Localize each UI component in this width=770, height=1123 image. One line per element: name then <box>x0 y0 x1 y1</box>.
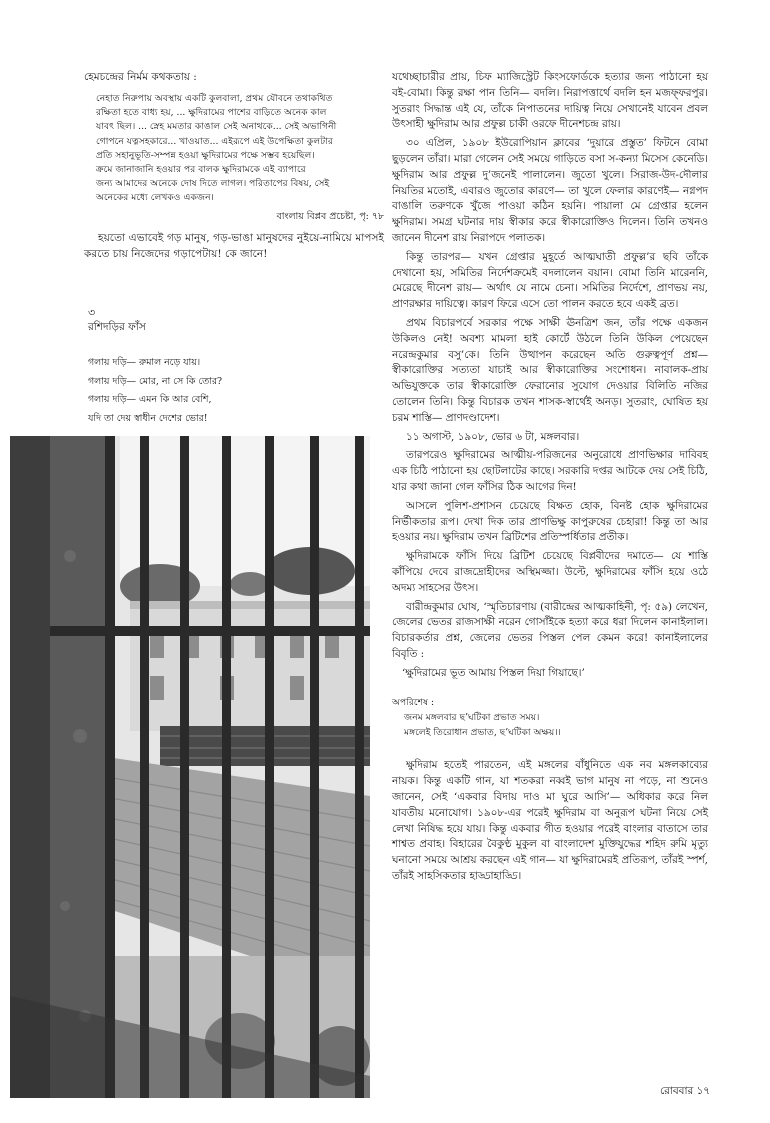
kanailal-quote: ‘ক্ষুদিরামের ভূত আমায় পিস্তল দিয়া গিয়াছে।’ <box>402 666 585 679</box>
body-paragraph: তারপরেও ক্ষুদিরামের আত্মীয়-পরিজনের অনুরোধে প্রাণভিক্ষার দাবিবহ এক চিঠি পাঠানো হয় ছোটলাটের কাছে। সরকারি দপ্তর আটকে দেয় সেই চিঠি, যার কথা জানা গেল ফাঁসির ঠিক আগের দিন! <box>392 449 708 493</box>
page-footer: রোববার ১৭ <box>659 1085 710 1097</box>
poem-line: গলায় দড়ি— এমন কি আর বেশি, <box>88 394 212 405</box>
poem <box>88 354 222 428</box>
left-column <box>84 70 384 262</box>
body-paragraph: ১১ অগাস্ট, ১৯০৮, ভোর ৬ টা, মঙ্গলবার। <box>406 430 580 443</box>
postscript <box>392 695 708 740</box>
right-column <box>392 70 708 888</box>
lead-paragraph: হয়তো এভাবেই গড় মানুষ, গড়-ভাঙা মানুষদের নুইয়ে-নামিয়ে মাপসই করতে চায় নিজেদের গড়াপেটায়! কে জানে! <box>84 231 384 260</box>
body-paragraph: প্রথম বিচারপর্বে সরকার পক্ষে সাক্ষী ঊনত্রিশ জন, তাঁর পক্ষে একজন উকিলও নেই! অবশ্য মামলা হাই কোর্টে উঠলে তিনি উকিল পেয়েছেন নরেন্দ্রকুমার বসু’কে। তিনি উত্থাপন করেছেন অতি গুরুত্বপূর্ণ প্রশ্ন— স্বীকারোক্তির সত্যতা যাচাই আর স্বীকারোক্তির সংশোধন। নাবালক-প্রায় অভিযুক্তকে তার স্বীকারোক্তি ফেরানোর সুযোগ দেওয়ার বিলিতি নজির তোলেন তিনি। কিন্তু বিচারক তখন শাসক-স্বার্থেই অনড়। সুতরাং, ঘোষিত হয় চরম শাস্তি— প্রাণদণ্ডাদেশ। <box>392 316 708 424</box>
postscript-label: অপরিশেষ : <box>392 697 435 709</box>
quote-line: ক্রমে জানাজানি হওয়ার পর বালক ক্ষুদিরামকে এই ব্যাপারে <box>96 164 306 176</box>
closing-paragraph: ক্ষুদিরাম হতেই পারতেন, এই মঙ্গলের বাঁধুনিতে এক নব মঙ্গলকাব্যের নায়ক। কিন্তু একটি গান, যা শতকরা নব্বই ভাগ মানুষ না পড়ে, না শুনেও জানেন, সেই ‘একবার বিদায় দাও মা ঘুরে আসি’— অধিকার করে নিল যাবতীয় মনোযোগ। ১৯০৮-এর পরেই ক্ষুদিরাম বা অনুরূপ ঘটনা নিয়ে সেই লেখা নিষিদ্ধ হয়ে যায়। কিন্তু একবার গীত হওয়ার পরেই বাংলার বাতাসে তার শাশ্বত প্রবাহ। বিহারের বৈকুণ্ঠ মুকুল বা বাংলাদেশ মুক্তিযুদ্ধের শহিদ রুমি মৃত্যু ঘনানো সময়ে আশ্রয় করছেন এই গান— যা ক্ষুদিরামেরই প্রতিরূপ, তাঁরই স্পর্শ, তাঁরই সাহসিকতার হাড্ডাহাড্ডি। <box>392 759 708 883</box>
quote-line: নেহাত নিরুপায় অবস্থায় একটি কুলবালা, প্রথম যৌবনে তথাকথিত <box>96 93 333 104</box>
body-paragraph: আসলে পুলিশ-প্রশাসন চেয়েছে বিক্ষত হোক, বিনষ্ট হোক ক্ষুদিরামের নির্ভীকতার রূপ। দেখা দিক তার প্রাণভিক্ষু কাপুরুষের চেহারা! কিন্তু তা আর হওয়ার নয়। ক্ষুদিরাম তখন ব্রিটিশের প্রতিস্পর্ধিতার প্রতীক। <box>392 499 708 544</box>
quote-heading: হেমচন্দ্রের নির্মম কথকতায় : <box>84 71 197 83</box>
quote-line: যাবৎ ছিল। ... স্নেহ মমতার কাঙাল সেই অনাথকে... সেই অভাগিনী <box>96 121 337 133</box>
quote-line: প্রতি সহানুভূতি-সম্পন্ন হওয়া ক্ষুদিরামের পক্ষে সম্ভব হয়েছিল। <box>96 149 315 161</box>
poem-line: যদি তা দেয় স্বাধীন দেশের ভোর! <box>88 412 208 424</box>
quote-line: গোপনে যত্নসহকারে... খাওয়াত... এইরূপে এই উপেক্ষিতা কুলটার <box>96 135 333 147</box>
body-paragraph: ক্ষুদিরামকে ফাঁসি দিয়ে ব্রিটিশ চেয়েছে বিপ্লবীদের দমাতে— যে শাস্তি কাঁপিয়ে দেবে রাজদ্রোহীদের অস্থিমজ্জা। উল্টে, ক্ষুদিরামের ফাঁসি হয়ে ওঠে অদম্য সাহসের উৎস। <box>392 550 708 594</box>
quote-line: অনেকের মধ্যে লেখকও একজন। <box>96 192 214 204</box>
quote-line: জন্য আমাদের অনেকে দোষ দিতে লাগল। পরিতাপের বিষয়, সেই <box>96 178 330 190</box>
body-paragraph: ৩০ এপ্রিল, ১৯০৮ ইউরোপিয়ান ক্লাবের ‘দুয়ারে প্রস্তুত’ ফিটনে বোমা ছুড়লেন তাঁরা। মারা গেলেন সেই সময়ে গাড়িতে বসা স-কন্যা মিসেস কেনেডি। ক্ষুদিরাম আর প্রফুল্ল দু’জনেই পালালেন। জুতো খুলে। সিরাজ-উদ-দৌলার নিয়তির মতোই, এবারও জুতোর কারণে— তা খুলে ফেলার কারণেই— নগ্নপদ বাঙালি তরুণকে খুঁজে পাওয়া কঠিন হয়নি। পায়ালা মে গ্রেপ্তার হলেন ক্ষুদিরাম। সমগ্র ঘটনার দায় স্বীকার করে স্বীকারোক্তিও দিলেন। তিনি তখনও জানেন দীনেশ রায় নিরাপদে পলাতক। <box>392 137 708 244</box>
body-paragraph: কিন্তু তারপর— যখন গ্রেপ্তার মুহূর্তে আত্মঘাতী প্রফুল্ল’র ছবি তাঁকে দেখানো হয়, সমিতির নির্দেশক্রমেই বদলালেন বয়ান। বোমা তিনি মারেননি, মেরেছে দীনেশ রায়— অর্থাৎ যে নামে চেনা। সমিতির নির্দেশে, প্রাণভয় নয়, প্রাণরক্ষার দায়িত্বে। কারণ ফিরে এসে তো পালন করতে হবে একই ব্রত। <box>392 250 708 311</box>
poem-line: গলায় দড়ি— মোর, না সে কি তোর? <box>88 375 223 387</box>
postscript-line: মঙ্গলেই তিরোধান প্রভাত, ছ’ঘটিকা অক্ষয়।। <box>404 727 561 739</box>
quote-source: বাংলায় বিপ্লব প্রচেষ্টা, পৃ: ৭৮ <box>276 210 384 222</box>
body-paragraph: যথেচ্ছাচারীর প্রায়, চিফ ম্যাজিস্ট্রেট কিংসফোর্ডকে হত্যার জন্য পাঠানো হয় বই-বোমা। কিন্তু রক্ষা পান তিনি— বদলি। নিরাপত্তার্থে বদলি হন মজফ্ফরপুর। সুতরাং সিদ্ধান্ত এই যে, তাঁকে নিপাতনের দায়িত্ব নিয়ে সেখানেই যাবেন প্রবল উৎসাহী ক্ষুদিরাম আর প্রফুল্ল চাকী ওরফে দীনেশচন্দ্র রায়। <box>392 71 708 131</box>
jail-window-photo <box>10 436 370 1098</box>
body-paragraph: বারীন্দ্রকুমার ঘোষ, ‘স্মৃতিচারণায় (বারীন্দ্রের আত্মকাহিনী, পৃ: ৫৯) লেখেন, জেলের ভেতর রাজসাক্ষী নরেন গোসাঁইকে হত্যা করে ধরা দিলেন কানাইলাল। বিচারকর্তার প্রশ্ন, জেলের ভেতর পিস্তল পেল কেমন করে! কানাইলালের বিবৃতি : <box>392 600 708 660</box>
quote-line: রক্ষিতা হতে বাধ্য হয়, ... ক্ষুদিরামের পাশের বাড়িতে অনেক কাল <box>96 107 327 119</box>
poem-line: গলায় দড়ি— রুমাল নড়ে যায়। <box>88 357 201 368</box>
block-quote <box>96 92 384 224</box>
postscript-line: জনম মঙ্গলবার ছ’ঘটিকা প্রভাত সময়। <box>404 712 540 724</box>
section-title: রশিদড়ির ফাঁস <box>88 321 146 333</box>
section-number: ৩ <box>88 306 96 319</box>
